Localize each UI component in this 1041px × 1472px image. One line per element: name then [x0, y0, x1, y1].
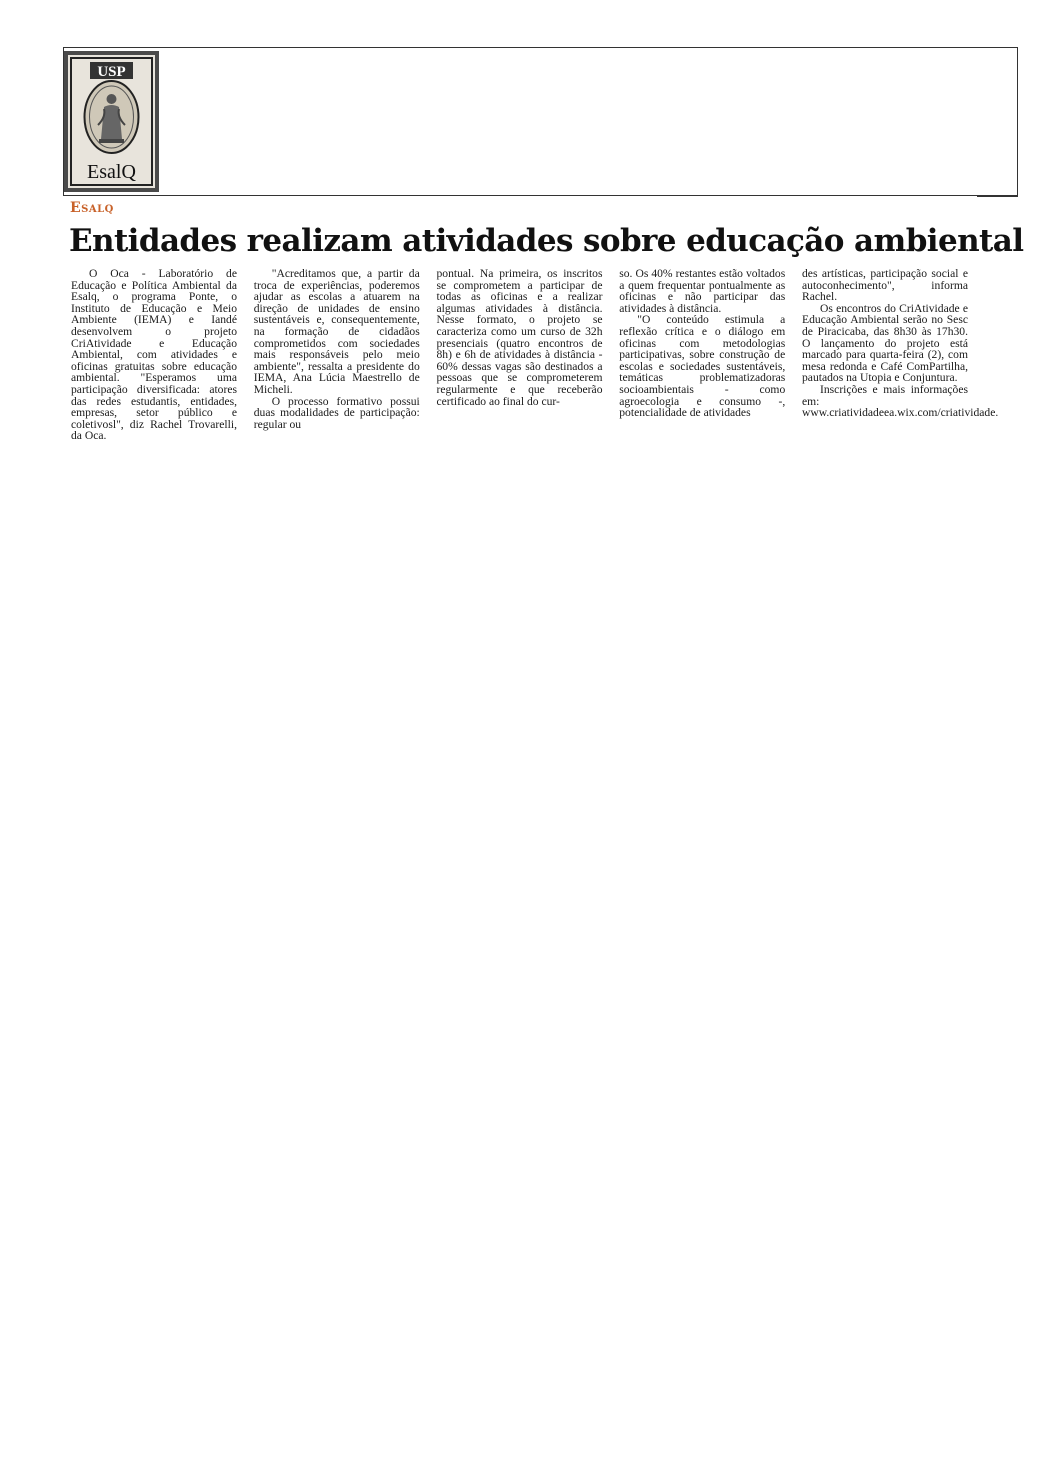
article-paragraph: "Acreditamos que, a partir da troca de experiências, poderemos ajudar as escolas a atuarem na direção de unidades de ensino sustentáveis e, consequentemente, na formação de cidadãos comprometidos com sociedades mais responsáveis pelo meio ambiente", ressalta a presidente do IEMA, Ana Lúcia Maestrello de Micheli.	[253, 267, 420, 396]
article-column-1	[71, 268, 237, 490]
article-paragraph: Inscrições e mais informações em: www.criatividadeea.wix.com/criatividade.	[802, 382, 999, 420]
article-paragraph: "O conteúdo estimula a reflexão crítica e o diálogo em oficinas com metodologias participativas, sobre construção de escolas e sociedades sustentáveis, temáticas problematizadoras socioambientais - como agroecologia e consumo -, potencialidade de atividades	[619, 313, 786, 420]
article-headline: Entidades realizam atividades sobre educação ambiental	[69, 223, 1024, 259]
header-box	[63, 47, 1018, 196]
article-paragraph: pontual. Na primeira, os inscritos se comprometem a participar de todas as oficinas e a realizar algumas atividades à distância. Nesse formato, o projeto se caracteriza como um curso de 32h presenciais (quatro encontros de 8h) e 6h de atividades à distância - 60% dessas vagas são destinados a pessoas que se comprometerem regularmente e que receberão certificado ao final do cur-	[436, 267, 603, 408]
logo-esalq-text: EsalQ	[87, 161, 136, 183]
article-paragraph: Os encontros do CriAtividade e Educação Ambiental serão no Sesc de Piracicaba, das 8h30 às 17h30. O lançamento do projeto está marcado para quarta-feira (2), com mesa redonda e Café ComPartilha, pautados na Utopia e Conjuntura.	[802, 301, 968, 385]
header-rule	[977, 196, 1018, 197]
article-paragraph: des artísticas, participação social e autoconhecimento", informa Rachel.	[802, 267, 968, 304]
logo-usp-text: USP	[97, 64, 126, 80]
article-column-3	[437, 268, 603, 490]
usp-esalq-logo	[64, 51, 159, 192]
article-column-2	[254, 268, 420, 490]
article-paragraph: O processo formativo possui duas modalidades de participação: regular ou	[253, 394, 420, 431]
logo-emblem-icon	[68, 55, 155, 188]
article-column-4	[619, 268, 785, 490]
article-paragraph: so. Os 40% restantes estão voltados a quem frequentar pontualmente as oficinas e não participar das atividades à distância.	[619, 267, 786, 315]
article-paragraph: O Oca - Laboratório de Educação e Política Ambiental da Esalq, o programa Ponte, o Instituto de Educação e Meio Ambiente (IEMA) e Iandé desenvolvem o projeto CriAtividade e Educação Ambiental, com atividades e oficinas gratuitas sobre educação ambiental. "Esperamos uma participação diversificada: atores das redes estudantis, entidades, empresas, setor público e coletivosl", diz Rachel Trovarelli, da Oca.	[71, 267, 237, 443]
article-body	[71, 267, 999, 490]
section-label: Esalq	[70, 200, 114, 216]
article-column-5	[802, 267, 999, 490]
